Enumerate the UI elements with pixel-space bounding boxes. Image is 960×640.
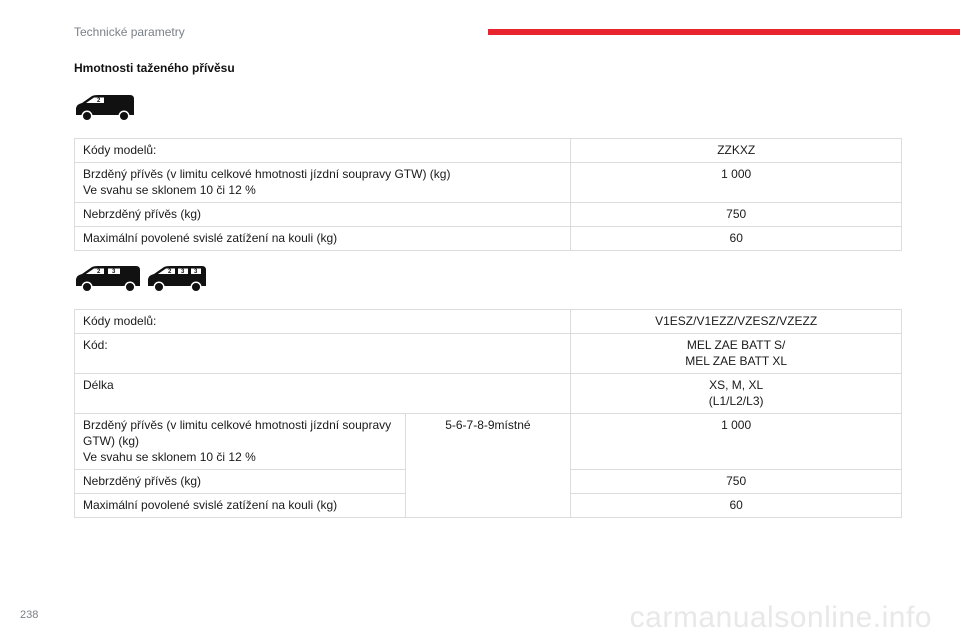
cell-text: 750: [726, 474, 747, 488]
cell-text: 5-6-7-8-9místné: [445, 418, 531, 432]
row-value: [571, 310, 902, 334]
cell-text: 1 000: [721, 167, 752, 181]
cell-text: Maximální povolené svislé zatížení na kouli (kg): [83, 231, 338, 245]
svg-text:3: 3: [181, 269, 185, 275]
cell-text: ZZKXZ: [717, 143, 756, 157]
cell-text: 750: [726, 207, 747, 221]
row-label: [75, 334, 571, 374]
row-value: [571, 334, 902, 374]
table-row: [75, 139, 902, 163]
spec-table-1: [74, 138, 902, 251]
cell-text: Ve svahu se sklonem 10 či 12 %: [83, 183, 256, 197]
spec-table-2: [74, 309, 902, 518]
cell-text: 1 000: [721, 418, 752, 432]
cell-text: Maximální povolené svislé zatížení na kouli (kg): [83, 498, 338, 512]
cell-text: GTW) (kg): [83, 434, 139, 448]
cell-text: Ve svahu se sklonem 10 či 12 %: [83, 450, 256, 464]
table-row: [75, 203, 902, 227]
row-label: [75, 163, 571, 203]
cell-text: Kódy modelů:: [83, 314, 157, 328]
svg-text:2: 2: [168, 269, 172, 275]
row-value: [571, 470, 902, 494]
row-value: [571, 494, 902, 518]
header-title: Technické parametry: [74, 25, 185, 39]
watermark: carmanualsonline.info: [629, 601, 932, 634]
van-2-row-icon: [74, 265, 142, 293]
table-row: [75, 414, 902, 470]
van-3-row-icon: [146, 265, 208, 293]
seats-cell: [405, 414, 571, 518]
row-value: [571, 203, 902, 227]
cell-text: V1ESZ/V1EZZ/VZESZ/VZEZZ: [655, 314, 818, 328]
table-row: [75, 374, 902, 414]
cell-text: 60: [729, 498, 743, 512]
row-label: [75, 414, 406, 470]
cell-text: Kódy modelů:: [83, 143, 157, 157]
row-label: [75, 310, 571, 334]
row-value: [571, 139, 902, 163]
svg-text:2: 2: [97, 98, 101, 104]
svg-text:3: 3: [112, 269, 116, 275]
van-2-seats-icon: [74, 94, 136, 122]
table-row: [75, 334, 902, 374]
page-number: 238: [20, 609, 39, 621]
cell-text: (L1/L2/L3): [708, 394, 764, 408]
table-row: [75, 310, 902, 334]
table-row: [75, 227, 902, 251]
row-label: [75, 203, 571, 227]
cell-text: XS, M, XL: [709, 378, 764, 392]
svg-text:2: 2: [97, 269, 101, 275]
cell-text: Kód:: [83, 338, 108, 352]
cell-text: 60: [729, 231, 743, 245]
row-label: [75, 470, 406, 494]
cell-text: MEL ZAE BATT XL: [685, 354, 788, 368]
section-title: Hmotnosti taženého přívěsu: [74, 61, 235, 75]
header-accent-bar: [488, 29, 960, 35]
cell-text: Nebrzděný přívěs (kg): [83, 474, 202, 488]
row-label: [75, 227, 571, 251]
cell-text: MEL ZAE BATT S/: [686, 338, 786, 352]
row-label: [75, 139, 571, 163]
cell-text: Nebrzděný přívěs (kg): [83, 207, 202, 221]
row-value: [571, 227, 902, 251]
svg-text:3: 3: [194, 269, 198, 275]
cell-text: Brzděný přívěs (v limitu celkové hmotnosti jízdní soupravy GTW) (kg): [83, 167, 451, 181]
row-value: [571, 414, 902, 470]
row-label: [75, 494, 406, 518]
cell-text: Délka: [83, 378, 114, 392]
table-row: [75, 163, 902, 203]
row-value: [571, 163, 902, 203]
row-label: [75, 374, 571, 414]
row-value: [571, 374, 902, 414]
cell-text: Brzděný přívěs (v limitu celkové hmotnosti jízdní soupravy: [83, 418, 392, 432]
